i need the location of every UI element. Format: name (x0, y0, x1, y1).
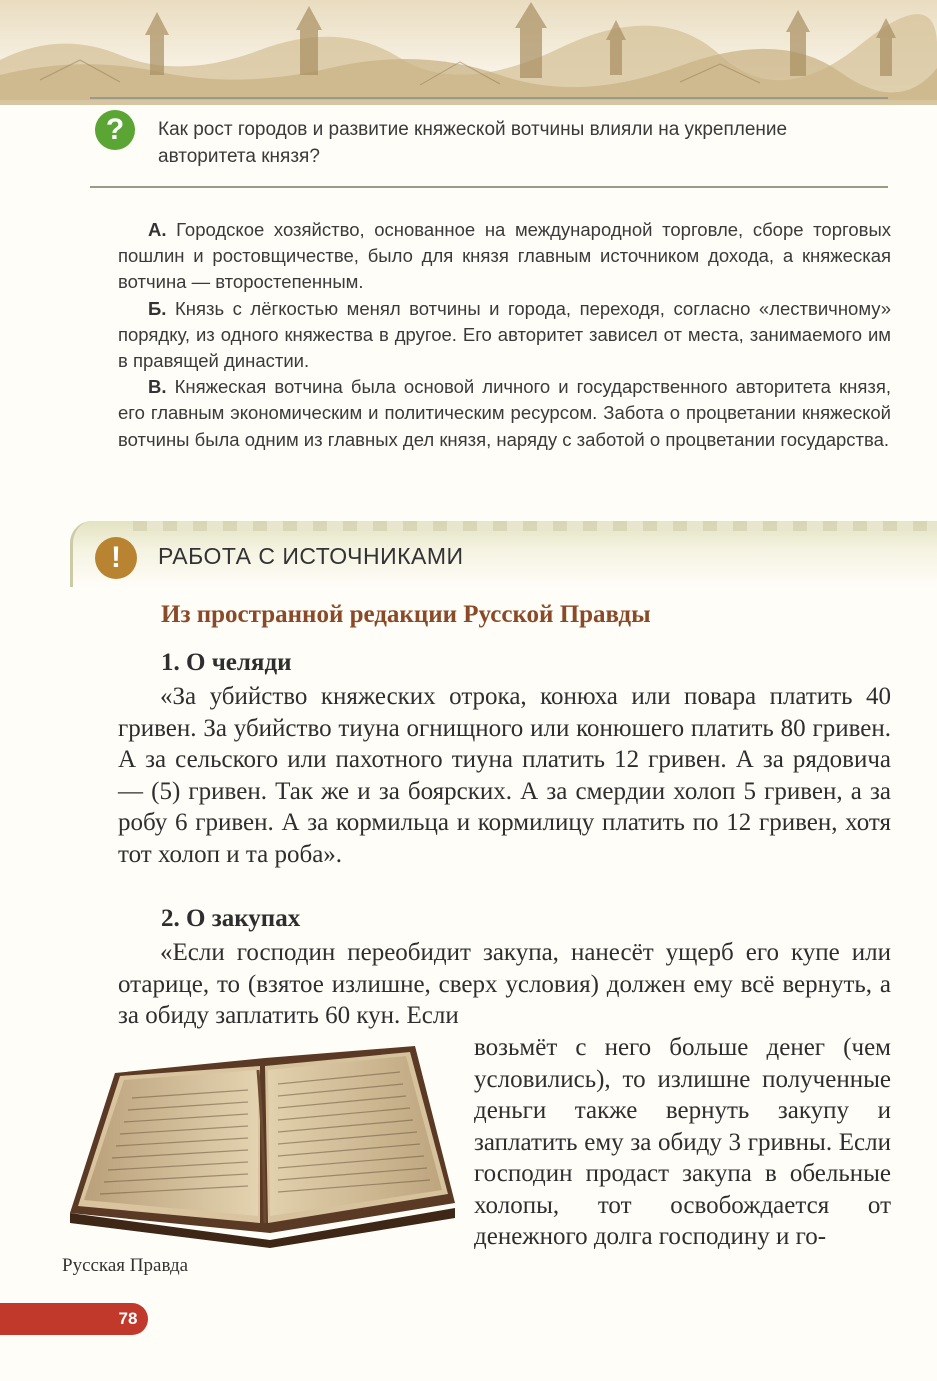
answer-options (118, 217, 891, 453)
part2-heading: 2. О закупах (161, 905, 301, 932)
part2-text: «Если господин переобидит закупа, нанесёт ущерб его купе или отарице, то (взятое излишне, сверх условия) должен ему всё вернуть, а за обиду заплатить 60 кун. Если (118, 939, 891, 1029)
answer-label: Б. (148, 297, 167, 319)
part2-text-continued: возьмёт с него больше денег (чем условились), то излишне полученные деньги также вернуть закупу и заплатить ему за обиду 3 гривны. Если господин продаст закупа в обельные холопы, тот освобождается от денежного долга господину и го- (474, 1034, 891, 1250)
answer-text: Князь с лёгкостью менял вотчины и города, переходя, согласно «лествичному» порядку, из одного княжества в другое. Его авторитет зависел от места, занимаемого им в правящей династии. (118, 297, 891, 372)
question-bottom-rule (90, 186, 888, 188)
source-title: Из пространной редакции Русской Правды (161, 601, 651, 628)
image-caption: Русская Правда (62, 1255, 189, 1276)
answer-text: Городское хозяйство, основанное на международной торговле, сборе торговых пошлин и ростовщичестве, было для князя главным источником дохода, а княжеская вотчина — второстепенным. (118, 219, 891, 293)
question-top-rule (90, 97, 888, 99)
question-text: Как рост городов и развитие княжеской вотчины влияли на укрепление авторитета князя? (158, 119, 788, 167)
answer-b (118, 296, 891, 375)
book-image (60, 1018, 460, 1248)
part1-text: «За убийство княжеских отрока, конюха или повара платить 40 гривен. За убийство тиуна огнищного или конюшего платить 80 гривен. А за сельского или пахотного тиуна платить 12 гривен. А за рядовича — (5) гривен. Так же и за боярских. А за смердии холоп 5 гривен, а за робу 6 гривен. А за кормильца и кормилицу платить по 12 гривен, хотя тот холоп и та роба». (118, 683, 891, 868)
section-title: РАБОТА С ИСТОЧНИКАМИ (158, 543, 464, 569)
question-icon: ? (95, 110, 135, 150)
answer-a (118, 217, 891, 296)
part1-heading: 1. О челяди (161, 649, 292, 676)
answer-label: В. (148, 376, 167, 398)
answer-label: А. (148, 219, 167, 240)
exclamation-icon: ! (95, 537, 137, 579)
page-number: 78 (118, 1309, 138, 1328)
answer-c (118, 374, 891, 453)
header-illustration (0, 0, 937, 105)
answer-text: Княжеская вотчина была основой личного и государственного авторитета князя, его главным экономическим и политическим ресурсом. Забота о процветании княжеской вотчины была одним из главных дел князя, наряду с заботой о процветании государства. (118, 376, 892, 450)
